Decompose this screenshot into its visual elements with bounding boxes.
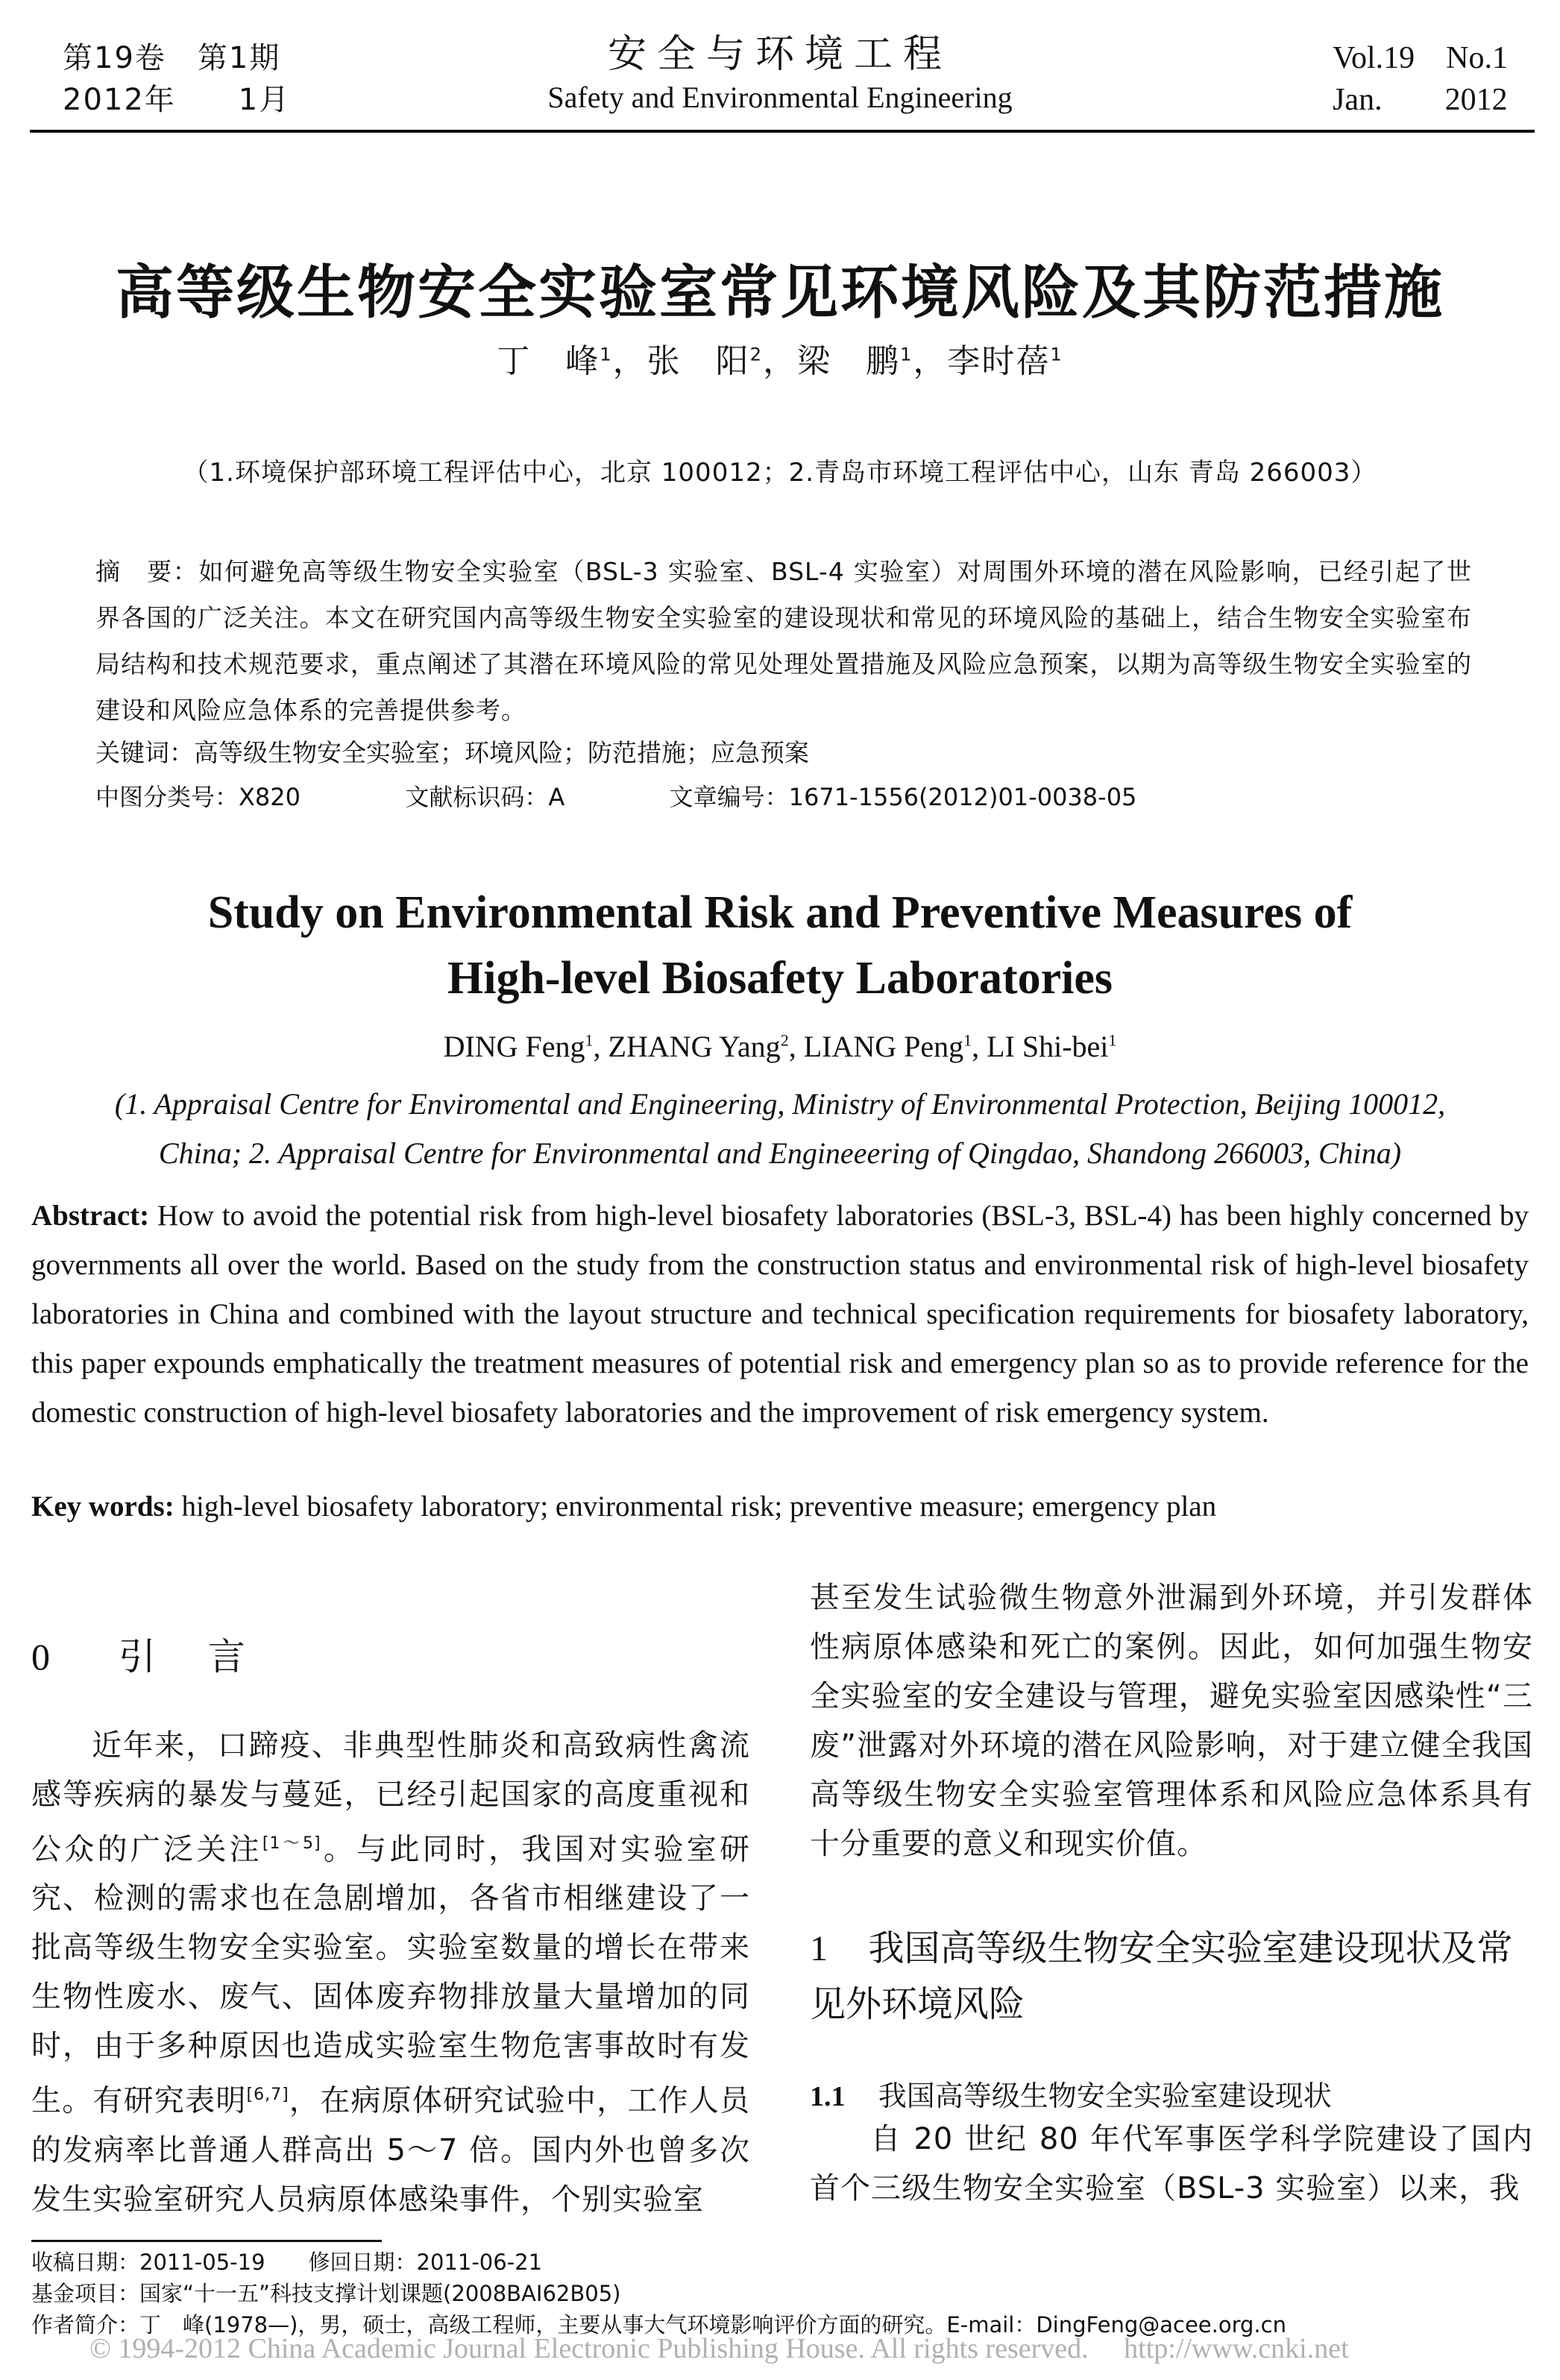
abstract-en-text: How to avoid the potential risk from high-level biosafety laboratories (BSL-3, BSL-4) has been highly concerned by governments all over the world. Based on the study from the construction status and environmental risk of high-level biosafety laboratories in China and combined with the layout structure and technical specification requirements for biosafety laboratory, this paper expounds emphatically the treatment measures of potential risk and emergency plan so as to provide reference for the domestic construction of high-level biosafety laboratories and the improvement of risk emergency system. bbox=[31, 1200, 1529, 1429]
section-0-heading bbox=[31, 1627, 253, 1681]
body-right-column-bottom bbox=[810, 2115, 1533, 2213]
author-affil-sup: 1 bbox=[585, 1030, 594, 1050]
keywords-zh-label: 关键词： bbox=[95, 738, 194, 767]
keywords-zh bbox=[95, 734, 809, 769]
author-affil-sup: 1 bbox=[600, 344, 613, 365]
authors-zh: 丁 峰$^1$，张 阳$^2$，梁 鹏$^1$，李时蓓$^1$ bbox=[497, 342, 1063, 380]
running-header-right bbox=[1333, 37, 1508, 121]
affiliation-en-line: (1. Appraisal Centre for Enviromental and Engineering, Ministry of Environmental Protection, Beijing 100012, bbox=[114, 1087, 1446, 1121]
footnote-author: 作者简介：丁 峰(1978—)，男，硕士，高级工程师，主要从事大气环境影响评价方面的研究。E-mail：DingFeng@acee.org.cn bbox=[31, 2312, 1286, 2338]
body-left-column bbox=[31, 1721, 750, 2224]
clc-number: 中图分类号：X820 bbox=[95, 783, 301, 811]
footnote-received: 收稿日期：2011-05-19 修回日期：2011-06-21 bbox=[31, 2250, 543, 2275]
author-zh: 李时蓓 bbox=[947, 342, 1051, 380]
author-affil-sup: 1 bbox=[1050, 344, 1063, 365]
title-en bbox=[0, 880, 1560, 1011]
author-affil-sup: 1 bbox=[1108, 1030, 1117, 1050]
subsection-number: 1.1 bbox=[810, 2081, 846, 2112]
title-en-line: Study on Environmental Risk and Preventive Measures of bbox=[207, 887, 1353, 938]
abstract-zh-label: 摘 要： bbox=[95, 557, 199, 586]
abstract-zh-text: 如何避免高等级生物安全实验室（BSL-3 实验室、BSL-4 实验室）对周围外环境的潜在风险影响，已经引起了世界各国的广泛关注。本文在研究国内高等级生物安全实验室的建设现状和常见的环境风险的基础上，结合生物安全实验室布局结构和技术规范要求，重点阐述了其潜在环境风险的常见处理处置措施及风险应急预案，以期为高等级生物安全实验室的建设和风险应急体系的完善提供参考。 bbox=[95, 557, 1473, 725]
subsection-title: 我国高等级生物安全实验室建设现状 bbox=[878, 2080, 1332, 2112]
title-zh: 高等级生物安全实验室常见环境风险及其防范措施 bbox=[115, 259, 1444, 327]
abstract-en-label: Abstract: bbox=[31, 1200, 150, 1232]
date-en: Jan. 2012 bbox=[1333, 83, 1508, 117]
affiliation-en bbox=[30, 1080, 1530, 1178]
affiliation-zh: （1.环境保护部环境工程评估中心，北京 100012；2.青岛市环境工程评估中心，山东 青岛 266003） bbox=[183, 458, 1377, 488]
journal-name-en: Safety and Environmental Engineering bbox=[547, 81, 1013, 114]
author-affil-sup: 2 bbox=[749, 344, 763, 365]
body-text: 近年来，口蹄疫、非典型性肺炎和高致病性禽流感等疾病的暴发与蔓延，已经引起国家的高度重视和公众的广泛关注 bbox=[31, 1728, 750, 1867]
body-text: ，在病原体研究试验中，工作人员的发病率比普通人群高出 5～7 倍。国内外也曾多次发生实验室研究人员病原体感染事件，个别实验室 bbox=[31, 2083, 751, 2217]
subsection-1-1-heading bbox=[810, 2073, 1332, 2114]
section-number: 1 bbox=[810, 1929, 828, 1968]
header-rule bbox=[30, 130, 1535, 133]
volume-issue-zh: 第19卷 第1期 bbox=[63, 41, 281, 75]
keywords-en-label: Key words: bbox=[31, 1490, 174, 1523]
author-en: DING Feng bbox=[443, 1030, 585, 1063]
author-zh: 梁 鹏 bbox=[797, 342, 900, 380]
author-en: LI Shi-bei bbox=[987, 1030, 1109, 1063]
author-affil-sup: 1 bbox=[963, 1030, 972, 1050]
running-header-center bbox=[0, 30, 1560, 116]
keywords-en-text: high-level biosafety laboratory; environmental risk; preventive measure; emergency plan bbox=[181, 1490, 1217, 1523]
abstract-en bbox=[31, 1191, 1529, 1438]
doc-code: 文献标识码：A bbox=[405, 783, 565, 811]
date-zh: 2012年 1月 bbox=[63, 83, 291, 117]
section-title: 我国高等级生物安全实验室建设现状及常见外环境风险 bbox=[810, 1927, 1513, 2025]
section-1-heading bbox=[810, 1921, 1526, 2032]
article-number: 文章编号：1671-1556(2012)01-0038-05 bbox=[669, 783, 1137, 811]
keywords-en bbox=[31, 1490, 1216, 1523]
volume-issue-en: Vol.19 No.1 bbox=[1333, 41, 1508, 75]
author-affil-sup: 1 bbox=[900, 344, 913, 365]
body-text: 自 20 世纪 80 年代军事医学科学院建设了国内首个三级生物安全实验室（BSL-3 实验室）以来，我 bbox=[810, 2122, 1533, 2206]
footnote-rule bbox=[31, 2240, 382, 2242]
copyright-watermark: © 1994-2012 China Academic Journal Electronic Publishing House. All rights reserved. http://www.cnki.net bbox=[89, 2333, 1349, 2364]
footnote-fund: 基金项目：国家“十一五”科技支撑计划课题(2008BAI62B05) bbox=[31, 2281, 621, 2306]
author-en: ZHANG Yang bbox=[608, 1030, 781, 1063]
abstract-zh bbox=[95, 549, 1472, 734]
affiliation-en-line: China; 2. Appraisal Centre for Environmental and Engineeering of Qingdao, Shandong 266003, China) bbox=[158, 1136, 1402, 1170]
section-number: 0 bbox=[31, 1636, 57, 1678]
title-en-line: High-level Biosafety Laboratories bbox=[447, 953, 1113, 1004]
author-zh: 张 阳 bbox=[647, 342, 750, 380]
keywords-zh-text: 高等级生物安全实验室；环境风险；防范措施；应急预案 bbox=[194, 738, 809, 767]
citation-ref: [1～5] bbox=[262, 1834, 321, 1853]
body-right-column-top: 甚至发生试验微生物意外泄漏到外环境，并引发群体性病原体感染和死亡的案例。因此，如何加强生物安全实验室的安全建设与管理，避免实验室因感染性“三废”泄露对外环境的潜在风险影响，对于建立健全我国高等级生物安全实验室管理体系和风险应急体系具有十分重要的意义和现实价值。 bbox=[810, 1581, 1533, 1861]
journal-name-zh: 安全与环境工程 bbox=[607, 32, 952, 77]
authors-en: DING Feng$^1$, ZHANG Yang$^2$, LIANG Peng$^1$, LI Shi-bei$^1$ bbox=[443, 1030, 1117, 1063]
citation-ref: [6,7] bbox=[246, 2085, 289, 2105]
author-affil-sup: 2 bbox=[780, 1030, 789, 1050]
author-en: LIANG Peng bbox=[803, 1030, 964, 1063]
classification-line bbox=[95, 778, 1136, 813]
body-text: 。与此同时，我国对实验室研究、检测的需求也在急剧增加，各省市相继建设了一批高等级生物安全实验室。实验室数量的增长在带来生物性废水、废气、固体废弃物排放量大量增加的同时，由于多种原因也造成实验室生物危害事故时有发生。有研究表明 bbox=[31, 1832, 751, 2118]
section-title: 引 言 bbox=[118, 1635, 253, 1678]
author-zh: 丁 峰 bbox=[497, 342, 600, 380]
